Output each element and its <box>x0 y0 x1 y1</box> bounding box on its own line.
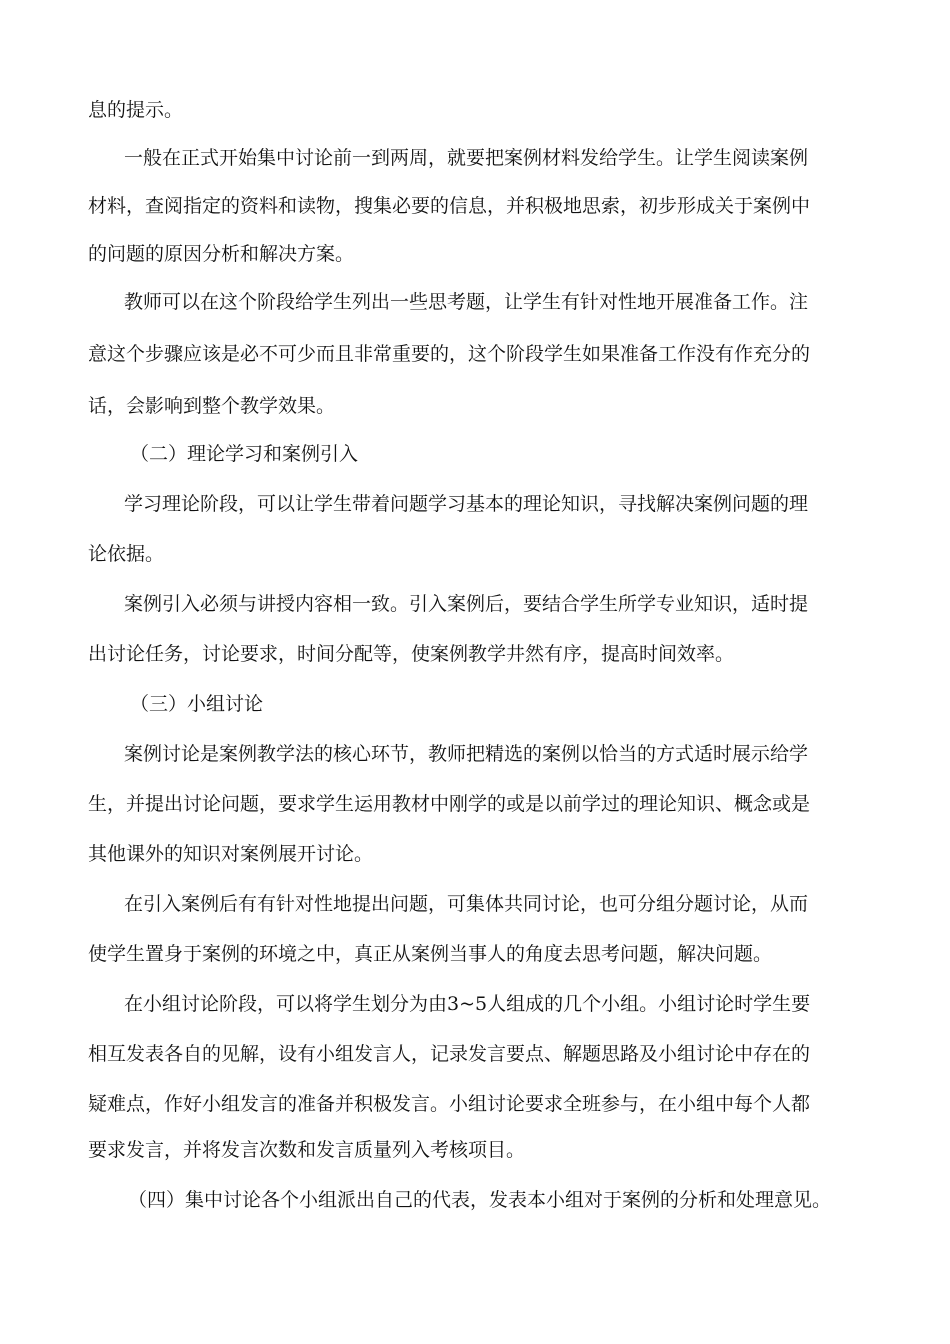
paragraph-line: 材料，查阅指定的资料和读物，搜集必要的信息，并积极地思索，初步形成关于案例中 <box>88 195 811 217</box>
paragraph-line: 息的提示。 <box>88 99 184 121</box>
paragraph-line: 意这个步骤应该是必不可少而且非常重要的，这个阶段学生如果准备工作没有作充分的 <box>88 343 811 365</box>
paragraph-line: 生，并提出讨论问题，要求学生运用教材中刚学的或是以前学过的理论知识、概念或是 <box>88 793 811 815</box>
paragraph-line: 在小组讨论阶段，可以将学生划分为由3~5人组成的几个小组。小组讨论时学生要 <box>124 993 811 1015</box>
paragraph-line: 其他课外的知识对案例展开讨论。 <box>88 843 374 865</box>
paragraph-line: 话，会影响到整个教学效果。 <box>88 395 336 417</box>
paragraph-line: 的问题的原因分析和解决方案。 <box>88 243 355 265</box>
section-heading: （二）理论学习和案例引入 <box>130 443 359 465</box>
section-heading: （三）小组讨论 <box>130 693 264 715</box>
paragraph-line: 教师可以在这个阶段给学生列出一些思考题，让学生有针对性地开展准备工作。注 <box>124 291 809 313</box>
section-heading: （四）集中讨论各个小组派出自己的代表，发表本小组对于案例的分析和处理意见。 <box>128 1189 832 1211</box>
paragraph-line: 论依据。 <box>88 543 165 565</box>
paragraph-line: 学习理论阶段，可以让学生带着问题学习基本的理论知识，寻找解决案例问题的理 <box>124 493 809 515</box>
paragraph-line: 一般在正式开始集中讨论前一到两周，就要把案例材料发给学生。让学生阅读案例 <box>124 147 809 169</box>
paragraph-line: 出讨论任务，讨论要求，时间分配等，使案例教学井然有序，提高时间效率。 <box>88 643 735 665</box>
paragraph-line: 在引入案例后有有针对性地提出问题，可集体共同讨论，也可分组分题讨论，从而 <box>124 893 809 915</box>
paragraph-line: 使学生置身于案例的环境之中，真正从案例当事人的角度去思考问题，解决问题。 <box>88 943 773 965</box>
paragraph-line: 案例讨论是案例教学法的核心环节，教师把精选的案例以恰当的方式适时展示给学 <box>124 743 809 765</box>
paragraph-line: 案例引入必须与讲授内容相一致。引入案例后，要结合学生所学专业知识，适时提 <box>124 593 809 615</box>
paragraph-line: 疑难点，作好小组发言的准备并积极发言。小组讨论要求全班参与，在小组中每个人都 <box>88 1093 811 1115</box>
paragraph-line: 要求发言，并将发言次数和发言质量列入考核项目。 <box>88 1139 526 1161</box>
paragraph-line: 相互发表各自的见解，设有小组发言人，记录发言要点、解题思路及小组讨论中存在的 <box>88 1043 811 1065</box>
